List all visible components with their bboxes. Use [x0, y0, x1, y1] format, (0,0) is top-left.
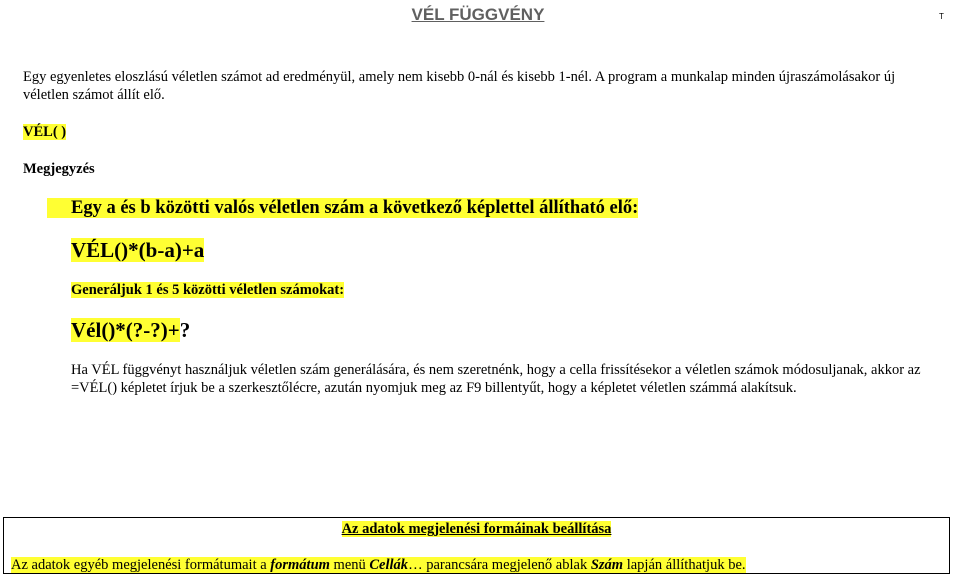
formula-exercise-highlight: Vél()*(?-?)+ [71, 318, 180, 342]
format-text-part-2: menü [329, 557, 370, 573]
f9-paragraph: Ha VÉL függvényt használjuk véletlen szám generálására, és nem szeretnénk, hogy a cella frissítésekor a véletlen számok módosuljanak, akkor az =VÉL() képletet írjuk be a szerkesztőlécre, azután nyomjuk meg az F9 billentyűt, hogy a képletet véletlen számmá alakítsuk. [71, 362, 921, 396]
number-tab-name: Szám [590, 557, 624, 573]
example-heading-text: Generáljuk 1 és 5 közötti véletlen számokat: [71, 282, 345, 298]
page-title: VÉL FÜGGVÉNY [411, 5, 545, 24]
format-info-text [11, 556, 746, 574]
corner-mark: T [939, 12, 944, 21]
intro-paragraph: Egy egyenletes eloszlású véletlen számot ad eredményül, amely nem kisebb 0-nál és kisebb 1-nél. A program a munkalap minden újraszámolásakor új véletlen számot állít elő. [23, 69, 896, 103]
format-text-part-3: … parancsára megjelenő ablak [408, 557, 591, 573]
formula-general [71, 238, 204, 263]
note-bullet-text: Egy a és b közötti valós véletlen szám a következő képlettel állítható elő: [71, 198, 639, 218]
note-bullet-highlight [47, 198, 638, 218]
formula-exercise [71, 318, 190, 343]
note-heading: Megjegyzés [23, 161, 95, 177]
syntax-line [23, 123, 66, 141]
format-info-box [3, 517, 950, 574]
format-text-part-4: lapján állíthatjuk be. [623, 557, 746, 573]
formula-exercise-rest: ? [179, 318, 191, 342]
format-text-part-1: Az adatok egyéb megjelenési formátumait a [11, 557, 271, 573]
example-heading [71, 281, 344, 299]
format-info-title [4, 520, 949, 538]
format-info-highlight [11, 557, 746, 573]
syntax-text: VÉL( ) [23, 124, 67, 140]
note-bullet [47, 197, 638, 219]
cells-command-name: Cellák [369, 557, 409, 573]
format-info-title-text: Az adatok megjelenési formáinak beállítása [341, 521, 612, 537]
format-menu-name: formátum [270, 557, 330, 573]
formula-general-text: VÉL()*(b-a)+a [71, 238, 205, 262]
